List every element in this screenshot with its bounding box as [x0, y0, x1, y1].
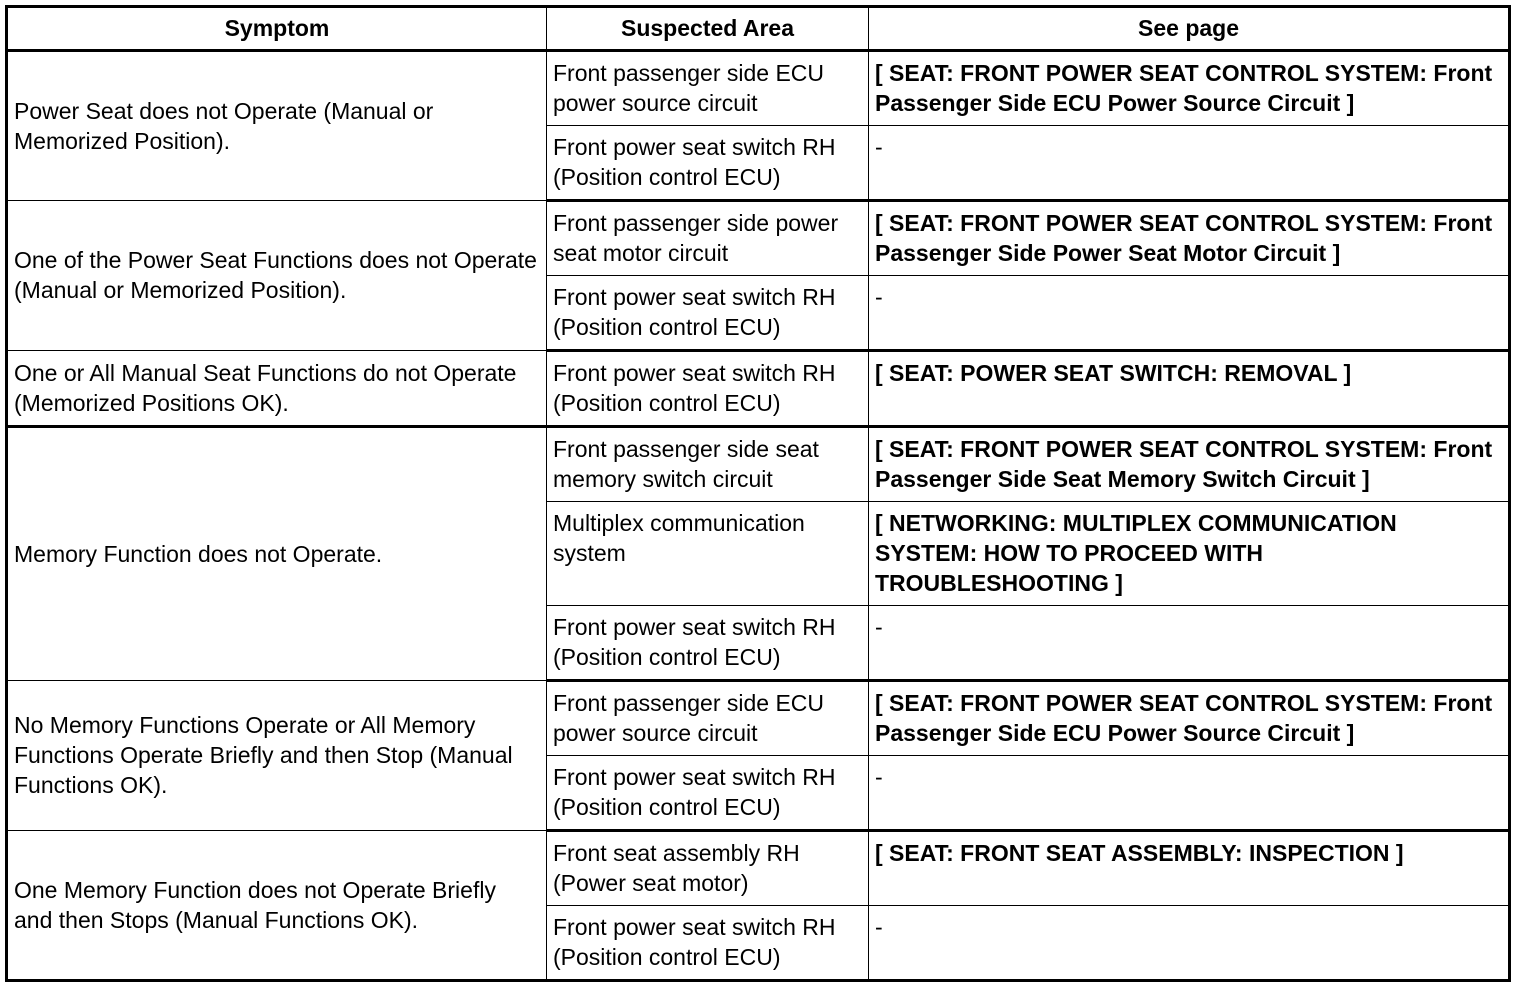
see-page-cell: -	[869, 276, 1510, 351]
suspected-area-cell: Front passenger side power seat motor circuit	[547, 201, 869, 276]
header-see-page: See page	[869, 7, 1510, 51]
see-page-link[interactable]: [ SEAT: FRONT POWER SEAT CONTROL SYSTEM: Front Passenger Side ECU Power Source Circuit ]	[869, 51, 1510, 126]
see-page-cell: -	[869, 906, 1510, 981]
troubleshooting-table	[5, 5, 1511, 982]
suspected-area-cell: Front seat assembly RH (Power seat motor)	[547, 831, 869, 906]
suspected-area-cell: Front power seat switch RH (Position control ECU)	[547, 351, 869, 427]
see-page-cell: -	[869, 756, 1510, 831]
see-page-cell: -	[869, 126, 1510, 201]
table-row	[7, 51, 1510, 126]
symptom-cell: One Memory Function does not Operate Briefly and then Stops (Manual Functions OK).	[7, 831, 547, 981]
table-row	[7, 201, 1510, 276]
suspected-area-cell: Front power seat switch RH (Position control ECU)	[547, 606, 869, 681]
header-suspected-area: Suspected Area	[547, 7, 869, 51]
suspected-area-cell: Front power seat switch RH (Position control ECU)	[547, 756, 869, 831]
table-row	[7, 427, 1510, 502]
symptom-cell: No Memory Functions Operate or All Memory Functions Operate Briefly and then Stop (Manual Functions OK).	[7, 681, 547, 831]
see-page-link[interactable]: [ SEAT: POWER SEAT SWITCH: REMOVAL ]	[869, 351, 1510, 427]
symptom-cell: One or All Manual Seat Functions do not Operate (Memorized Positions OK).	[7, 351, 547, 427]
suspected-area-cell: Front passenger side ECU power source circuit	[547, 51, 869, 126]
suspected-area-cell: Front power seat switch RH (Position control ECU)	[547, 276, 869, 351]
see-page-cell: -	[869, 606, 1510, 681]
see-page-link[interactable]: [ SEAT: FRONT POWER SEAT CONTROL SYSTEM: Front Passenger Side Seat Memory Switch Circuit ]	[869, 427, 1510, 502]
suspected-area-cell: Front passenger side ECU power source circuit	[547, 681, 869, 756]
suspected-area-cell: Multiplex communication system	[547, 502, 869, 606]
see-page-link[interactable]: [ SEAT: FRONT SEAT ASSEMBLY: INSPECTION ]	[869, 831, 1510, 906]
header-symptom: Symptom	[7, 7, 547, 51]
symptom-cell: Memory Function does not Operate.	[7, 427, 547, 681]
table-row	[7, 351, 1510, 427]
table-row	[7, 681, 1510, 756]
table-row	[7, 831, 1510, 906]
see-page-link[interactable]: [ SEAT: FRONT POWER SEAT CONTROL SYSTEM: Front Passenger Side Power Seat Motor Circuit ]	[869, 201, 1510, 276]
suspected-area-cell: Front power seat switch RH (Position control ECU)	[547, 126, 869, 201]
see-page-link[interactable]: [ NETWORKING: MULTIPLEX COMMUNICATION SYSTEM: HOW TO PROCEED WITH TROUBLESHOOTING ]	[869, 502, 1510, 606]
suspected-area-cell: Front power seat switch RH (Position control ECU)	[547, 906, 869, 981]
header-row	[7, 7, 1510, 51]
symptom-cell: Power Seat does not Operate (Manual or Memorized Position).	[7, 51, 547, 201]
suspected-area-cell: Front passenger side seat memory switch circuit	[547, 427, 869, 502]
see-page-link[interactable]: [ SEAT: FRONT POWER SEAT CONTROL SYSTEM: Front Passenger Side ECU Power Source Circuit ]	[869, 681, 1510, 756]
symptom-cell: One of the Power Seat Functions does not Operate (Manual or Memorized Position).	[7, 201, 547, 351]
